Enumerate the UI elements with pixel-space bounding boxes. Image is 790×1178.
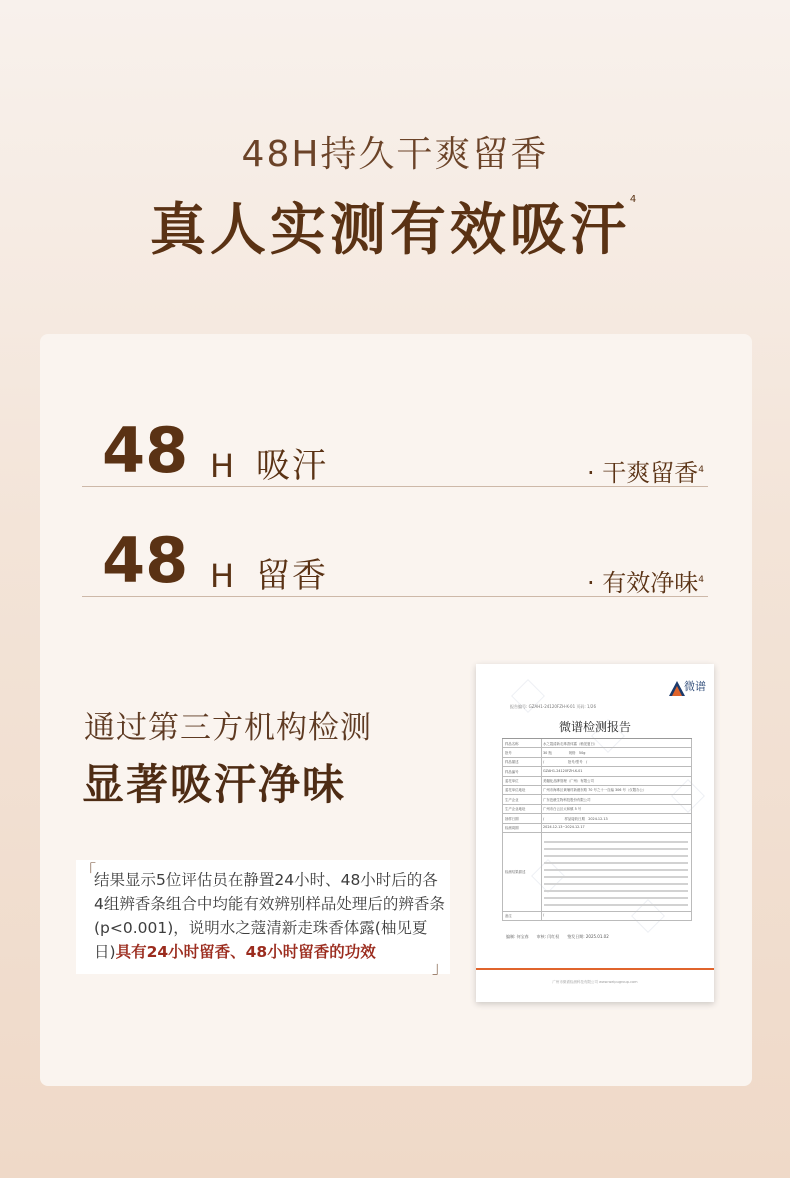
quote-text xyxy=(94,868,446,964)
headline-text: 真人实测有效吸汗 xyxy=(149,198,630,263)
feature-benefit xyxy=(587,454,704,489)
institution-line: 通过第三方机构检测 xyxy=(84,710,372,746)
report-value: 美樾化品牌管理（广州）有限公司 xyxy=(543,779,594,784)
report-row xyxy=(502,786,692,795)
report-row xyxy=(502,912,692,921)
feature-benefit-text: · 有效净味 xyxy=(587,569,699,597)
report-key: 备注 xyxy=(505,914,512,919)
result-headline: 显著吸汗净味 xyxy=(82,760,347,809)
report-key: 样品名称 xyxy=(505,741,519,746)
quote-highlight: 具有24小时留香、48小时留香的功效 xyxy=(115,943,376,961)
report-key: 生产企业地址 xyxy=(505,807,526,812)
result-quote xyxy=(76,860,450,977)
report-value: / 批号/型号 / xyxy=(543,760,588,765)
report-value: / 样品接收日期 2024.12.13 xyxy=(543,816,608,821)
report-row xyxy=(502,814,692,823)
feature-row-fragrance xyxy=(82,526,708,597)
report-value: 广东芭薇生物科技股份有限公司 xyxy=(543,797,591,802)
report-title: 微谱检测报告 xyxy=(558,720,631,734)
report-result-row xyxy=(502,833,692,912)
footnote-marker: 4 xyxy=(629,194,641,205)
report-key: 生产企业 xyxy=(505,797,519,802)
report-value: / xyxy=(543,913,545,918)
report-value: 水之蔻清新走珠香体露（柚见夏日） xyxy=(543,741,598,746)
report-result-text xyxy=(544,836,688,911)
report-key: 抽样日期 xyxy=(505,816,519,821)
quote-body: 结果显示5位评估员在静置24小时、48小时后的各4组辨香条组合中均能有效辨别样品处理后的辨香条(p<0.001)，说明水之蔻清新走珠香体露(柚见夏日) xyxy=(94,871,445,961)
report-row xyxy=(502,795,692,804)
report-key: 样品描述 xyxy=(505,760,519,765)
footnote-marker: 4 xyxy=(698,465,704,475)
report-key: 批号 xyxy=(505,750,512,755)
report-value: 2024.12.13~2024.12.17 xyxy=(543,825,585,830)
report-value: 30 瓶 规格 50g xyxy=(543,750,586,755)
report-row xyxy=(502,777,692,786)
feature-label: 吸汗 xyxy=(256,446,328,486)
feature-unit: H xyxy=(210,447,235,485)
report-signatures: 编制: 何宝春 审核: 闫红权 签发日期: 2025.01.02 xyxy=(506,934,609,939)
content-card xyxy=(40,334,752,1086)
feature-benefit xyxy=(587,564,704,599)
report-footer: 广州市微谱检测科技有限公司 www.weipugroup.com xyxy=(552,980,638,984)
report-value: 广州市海珠区黄埔村新港东路 70 号之十一自编 306 号（仅限办公） xyxy=(543,788,647,793)
report-row xyxy=(502,824,692,833)
report-key: 样品编号 xyxy=(505,769,519,774)
report-row xyxy=(502,767,692,776)
subtitle: 48H持久干爽留香 xyxy=(241,134,549,175)
feature-number: 48 xyxy=(102,414,189,487)
report-row xyxy=(502,758,692,767)
feature-number: 48 xyxy=(102,524,189,597)
feature-unit: H xyxy=(210,557,235,595)
report-meta: 报告编号: GZAH1-24120FZH-K-01 页码: 1/26 xyxy=(510,704,597,709)
feature-row-sweat xyxy=(82,416,708,487)
footnote-marker: 4 xyxy=(698,575,704,585)
report-key: 委托单位地址 xyxy=(505,788,526,793)
report-row xyxy=(502,739,692,748)
headline xyxy=(0,186,790,266)
report-value: 广州市白云区太和镇 5 号 xyxy=(543,807,582,812)
report-key: 检测结果描述 xyxy=(505,869,526,874)
report-divider xyxy=(476,968,714,970)
report-row xyxy=(502,805,692,814)
report-row xyxy=(502,748,692,757)
test-report-image xyxy=(476,664,714,1002)
feature-benefit-text: · 干爽留香 xyxy=(587,459,699,487)
quote-close-mark: 」 xyxy=(431,958,448,977)
feature-label: 留香 xyxy=(256,556,328,596)
report-key: 检测周期 xyxy=(505,826,519,831)
report-key: 委托单位 xyxy=(505,779,519,784)
report-value: GZAH1-24120FZH-K-01 xyxy=(543,768,583,773)
report-logo-text: 微谱 xyxy=(684,680,706,693)
quote-open-mark: 「 xyxy=(80,861,97,880)
report-table xyxy=(502,738,692,921)
